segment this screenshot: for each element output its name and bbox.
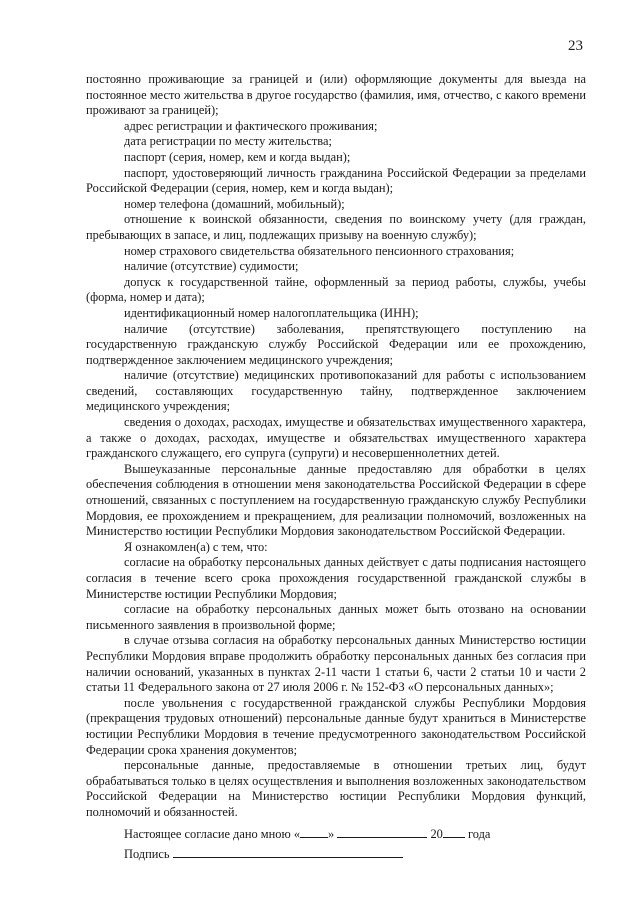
paragraph: наличие (отсутствие) заболевания, препятствующего поступлению на государственную гражданскую службу Российской Федерации или ее прохождению, подтвержденное заключением медицинского учреждения; (86, 321, 586, 367)
paragraph: отношение к воинской обязанности, сведения по воинскому учету (для граждан, пребывающих в запасе, и лиц, подлежащих призыву на военную службу); (86, 212, 586, 242)
paragraph: согласие на обработку персональных данных действует с даты подписания настоящего согласия в течение всего срока прохождения государственной гражданской службы в Министерстве юстиции Республики Мордовия; (86, 555, 586, 601)
year-blank[interactable] (443, 826, 465, 838)
paragraph: Вышеуказанные персональные данные предоставляю для обработки в целях обеспечения соблюдения в отношении меня законодательства Российской Федерации в сфере отношений, связанных с поступлением на государственную гражданскую службу Республики Мордовия, ее прохождением и прекращением, для реализации полномочий, возложенных на Министерство юстиции Республики Мордовия законодательством Российской Федерации. (86, 461, 586, 539)
paragraph: адрес регистрации и фактического проживания; (124, 118, 378, 133)
paragraph: допуск к государственной тайне, оформленный за период работы, службы, учебы (форма, номер и дата); (86, 274, 586, 305)
signature-label: Подпись (124, 846, 170, 861)
paragraph: согласие на обработку персональных данных может быть отозвано на основании письменного заявления в произвольной форме; (86, 602, 586, 632)
day-blank[interactable] (300, 826, 328, 838)
page-number: 23 (568, 38, 583, 54)
year-suffix: года (467, 826, 491, 841)
paragraph: сведения о доходах, расходах, имуществе и обязательствах имущественного характера, а также о доходах, расходах, имуществе и обязательствах имущественного характера гражданского служащего, его супруга (супруги) и несовершеннолетних детей. (86, 415, 586, 461)
paragraph: персональные данные, предоставляемые в отношении третьих лиц, будут обрабатываться только в целях осуществления и выполнения возложенных законодательством Российской Федерации на Министерство юстиции Республики Мордовия функций, полномочий и обязанностей. (86, 758, 586, 819)
paragraph: номер страхового свидетельства обязательного пенсионного страхования; (124, 243, 515, 258)
document-body (86, 72, 586, 864)
month-blank[interactable] (337, 826, 427, 838)
paragraph: дата регистрации по месту жительства; (124, 134, 332, 149)
signature-line (124, 844, 586, 864)
quote-open: « (293, 826, 301, 841)
quote-close: » (328, 826, 335, 841)
paragraph: наличие (отсутствие) судимости; (124, 259, 299, 274)
signature-block (86, 824, 586, 864)
paragraph: номер телефона (домашний, мобильный); (124, 196, 345, 211)
paragraph: наличие (отсутствие) медицинских противопоказаний для работы с использованием сведений, составляющих государственную тайну, подтвержденное заключением медицинского учреждения; (86, 368, 586, 414)
paragraph: Я ознакомлен(а) с тем, что: (124, 539, 268, 554)
consent-prefix: Настоящее согласие дано мною (124, 826, 291, 841)
paragraph: в случае отзыва согласия на обработку персональных данных Министерство юстиции Республики Мордовия вправе продолжить обработку персональных данных без согласия при наличии оснований, указанных в пунктах 2-11 части 1 статьи 6, части 2 статьи 10 и части 2 статьи 11 Федерального закона от 27 июля 2006 г. № 152-ФЗ «О персональных данных»; (86, 633, 586, 695)
signature-blank[interactable] (173, 846, 403, 858)
paragraph-list (86, 72, 586, 821)
paragraph: идентификационный номер налогоплательщика (ИНН); (124, 305, 419, 320)
year-prefix: 20 (430, 826, 443, 841)
consent-date-line (124, 824, 586, 844)
paragraph: паспорт (серия, номер, кем и когда выдан); (124, 149, 351, 164)
paragraph: постоянно проживающие за границей и (или) оформляющие документы для выезда на постоянное место жительства в другое государство (фамилия, имя, отчество, с какого времени проживают за границей); (86, 72, 586, 118)
paragraph: паспорт, удостоверяющий личность гражданина Российской Федерации за пределами Российской Федерации (серия, номер, кем и когда выдан); (86, 165, 586, 196)
paragraph: после увольнения с государственной гражданской службы Республики Мордовия (прекращения трудовых отношений) персональные данные будут храниться в Министерстве юстиции Республики Мордовия в течение предусмотренного законодательством Российской Федерации срока хранения документов; (86, 695, 586, 757)
